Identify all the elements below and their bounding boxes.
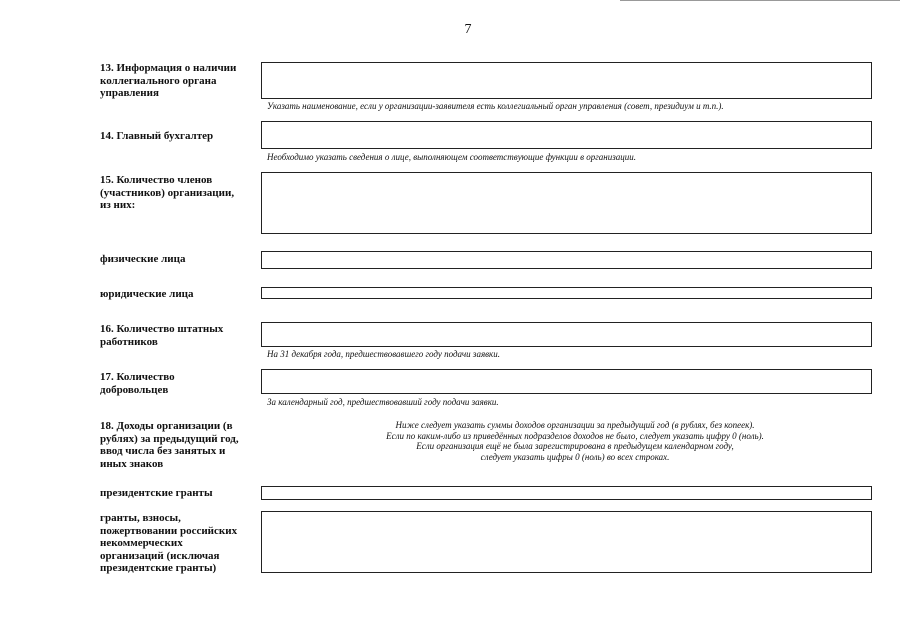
- field-14-label: 14. Главный бухгалтер: [100, 130, 214, 142]
- field-18-note-line: следует указать цифры 0 (ноль) во всех строках.: [480, 451, 670, 462]
- field-15-label: 15. Количество членов (участников) организации, из них:: [100, 174, 235, 211]
- page-number: 7: [464, 22, 472, 37]
- field-15-individuals-label: физические лица: [100, 253, 186, 265]
- field-16-input[interactable]: [261, 322, 872, 347]
- field-15-individuals-input[interactable]: [261, 251, 872, 269]
- field-18-label: 18. Доходы организации (в рублях) за предыдущий год, ввод числа без занятых и иных знаков: [100, 420, 239, 470]
- field-13-label: 13. Информация о наличии коллегиального органа управления: [100, 62, 237, 99]
- field-15-legal-entities-input[interactable]: [261, 287, 872, 299]
- field-14-hint: Необходимо указать сведения о лице, выполняющем соответствующие функции в организации.: [267, 152, 636, 162]
- field-18-note-line: Ниже следует указать суммы доходов организации за предыдущий год (в рублях, без копеек).: [395, 420, 755, 430]
- field-15-input[interactable]: [261, 172, 872, 234]
- field-18-note-line: Если организация ещё не была зарегистрирована в предыдущем календарном году,: [416, 441, 734, 451]
- field-18-presidential-grants-input[interactable]: [261, 486, 872, 500]
- field-18-grants-donations-label: гранты, взносы, пожертвовании российских некоммерческих организаций (исключая президентские гранты): [100, 512, 238, 574]
- field-17-label: 17. Количество добровольцев: [100, 371, 175, 396]
- field-13-input[interactable]: [261, 62, 872, 99]
- field-17-input[interactable]: [261, 369, 872, 394]
- field-18-grants-donations-input[interactable]: [261, 511, 872, 573]
- field-16-label: 16. Количество штатных работников: [100, 323, 224, 348]
- field-16-hint: На 31 декабря года, предшествовавшего году подачи заявки.: [267, 349, 500, 359]
- field-18-note-line: Если по каким-либо из приведённых подразделов доходов не было, следует указать цифру 0 (ноль).: [386, 430, 764, 441]
- field-15-legal-entities-label: юридические лица: [100, 288, 194, 300]
- field-18-presidential-grants-label: президентские гранты: [100, 487, 213, 499]
- page-top-edge-line: [620, 0, 900, 1]
- field-18-instructions: [290, 420, 860, 462]
- field-14-input[interactable]: [261, 121, 872, 149]
- field-13-hint: Указать наименование, если у организации-заявителя есть коллегиальный орган управления (совет, президиум и т.п.).: [267, 101, 724, 111]
- field-17-hint: За календарный год, предшествовавший году подачи заявки.: [267, 397, 499, 407]
